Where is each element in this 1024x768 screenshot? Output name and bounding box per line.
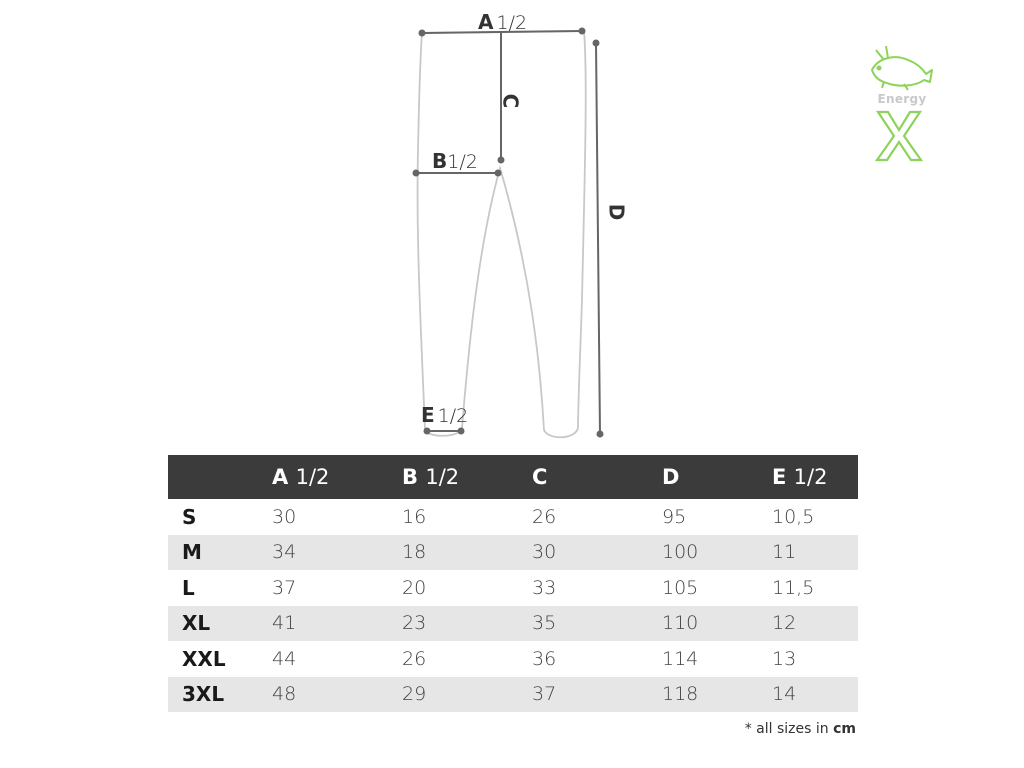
dimension-b-dot-right <box>495 170 502 177</box>
table-row <box>168 570 858 606</box>
measurement-cell: 95 <box>662 505 687 528</box>
measurement-cell: 16 <box>402 505 427 528</box>
measurement-cell: 13 <box>772 647 797 670</box>
dimension-a-dot-right <box>579 28 586 35</box>
size-label: L <box>182 575 195 600</box>
measurement-cell: 30 <box>272 505 297 528</box>
size-label: XXL <box>182 646 226 671</box>
footnote: * all sizes in cm <box>744 721 856 737</box>
measurement-cell: 44 <box>272 647 297 670</box>
measurement-cell: 100 <box>662 535 772 571</box>
dimension-d-dot-bottom <box>597 431 604 438</box>
header-cell-d: D <box>662 455 772 499</box>
header-cell-c: C <box>532 455 662 499</box>
measurement-cell: 110 <box>662 606 772 642</box>
label-d: D <box>604 203 629 221</box>
x-letter-icon <box>877 112 921 160</box>
table-row <box>168 499 858 535</box>
measurement-cell: 18 <box>402 535 532 571</box>
table-row <box>168 535 858 571</box>
header-cell-a: A 1/2 <box>272 455 402 499</box>
header-cell-b: B 1/2 <box>402 455 532 499</box>
measurement-cell: 34 <box>272 535 402 571</box>
measurement-cell: 12 <box>772 606 858 642</box>
measurement-cell: 48 <box>272 677 402 713</box>
size-label: 3XL <box>168 677 272 713</box>
label-e: E 1/2 <box>421 403 469 427</box>
table-row <box>168 641 858 677</box>
label-b: B1/2 <box>432 149 478 173</box>
measurement-cell: 29 <box>402 677 532 713</box>
measurement-cell: 37 <box>532 677 662 713</box>
measurement-cell: 41 <box>272 606 402 642</box>
measurement-cell: 11,5 <box>772 576 815 599</box>
label-c: C <box>498 93 523 109</box>
dimension-a-dot-left <box>419 30 426 37</box>
measurement-cell: 11 <box>772 535 858 571</box>
logo-text: Energy <box>877 92 927 106</box>
measurement-cell: 30 <box>532 535 662 571</box>
measurement-cell: 26 <box>532 505 557 528</box>
header-cell-e: E 1/2 <box>772 455 858 499</box>
header-size-cell <box>168 455 272 499</box>
dimension-e-dot-right <box>458 428 465 435</box>
dimension-e-dot-left <box>424 428 431 435</box>
size-table <box>168 455 858 712</box>
measurement-cell: 37 <box>272 576 297 599</box>
measurement-cell: 20 <box>402 576 427 599</box>
measurement-cell: 23 <box>402 606 532 642</box>
dimension-d-dot-top <box>593 40 600 47</box>
measurement-cell: 10,5 <box>772 505 815 528</box>
measurement-cell: 35 <box>532 606 662 642</box>
size-label: S <box>182 504 197 529</box>
measurement-cell: 114 <box>662 647 699 670</box>
measurement-cell: 36 <box>532 647 557 670</box>
dimension-c-dot <box>498 157 505 164</box>
measurement-cell: 14 <box>772 677 858 713</box>
measurement-cell: 105 <box>662 576 699 599</box>
table-row <box>168 606 858 642</box>
table-header-row <box>168 455 858 499</box>
table-row <box>168 677 858 713</box>
dimension-d-line <box>596 43 600 434</box>
measurement-cell: 118 <box>662 677 772 713</box>
size-label: XL <box>168 606 272 642</box>
measurement-cell: 26 <box>402 647 427 670</box>
dimension-b-dot-left <box>413 170 420 177</box>
label-a: A 1/2 <box>478 10 528 34</box>
size-label: M <box>168 535 272 571</box>
carp-fish-icon <box>872 46 932 90</box>
measurement-cell: 33 <box>532 576 557 599</box>
